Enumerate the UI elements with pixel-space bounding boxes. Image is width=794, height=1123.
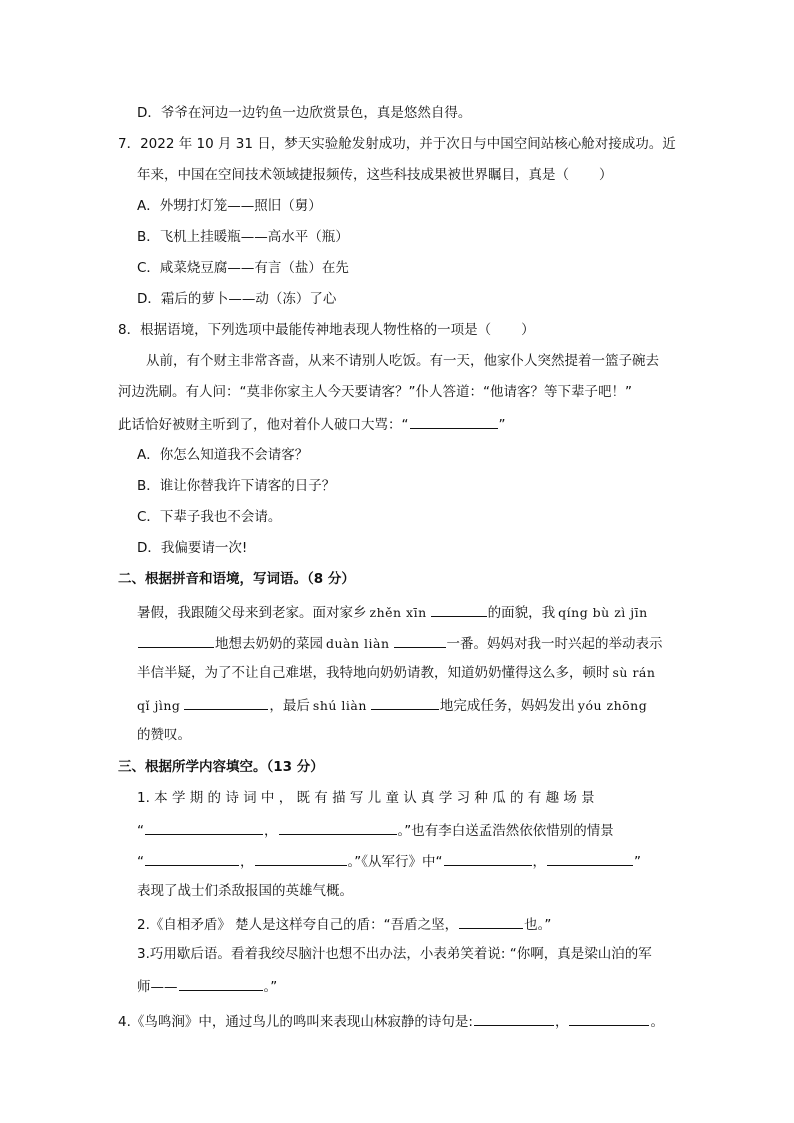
q8-passage-text: 此话恰好被财主听到了，他对着仆人破口大骂：“ — [118, 417, 409, 433]
sec3-text: ， — [532, 854, 546, 870]
q6-option-d: D．爷爷在河边一边钓鱼一边欣赏景色，真是悠然自得。 — [137, 105, 472, 121]
sec3-text: “ — [137, 823, 144, 839]
q8-passage-line1: 从前，有个财主非常吝啬，从来不请别人吃饭。有一天，他家仆人突然提着一篮子碗去 — [146, 353, 659, 369]
sec2-line2 — [137, 633, 663, 653]
sec2-text: 地完成任务，妈妈发出 — [439, 698, 575, 714]
sec3-q3-line1: 3.巧用歇后语。看着我绞尽脑汁也想不出办法，小表弟笑着说: “你啊，真是梁山泊的军 — [137, 946, 652, 962]
q7-paren-close: ） — [599, 167, 613, 183]
pinyin: duàn liàn — [326, 636, 390, 651]
section-3-heading: 三、根据所学内容填空。（13 分） — [118, 759, 324, 775]
answer-blank[interactable] — [410, 414, 498, 429]
q8-option-a: A．你怎么知道我不会请客？ — [137, 447, 309, 463]
sec3-q1-line1: 1. 本 学 期 的 诗 词 中 ， 既 有 描 写 儿 童 认 真 学 习 种 瓜 的 有 趣 场 景 — [137, 790, 595, 806]
sec3-text: 。”《从军行》中“ — [347, 854, 443, 870]
answer-blank[interactable] — [279, 820, 397, 835]
sec2-line5: 的赞叹。 — [137, 727, 191, 743]
sec3-text: 。 — [650, 1014, 664, 1030]
q7-stem-text: 年来，中国在空间技术领域捷报频传，这些科技成果被世界瞩目，真是（ — [137, 167, 569, 183]
answer-blank[interactable] — [569, 1011, 649, 1026]
sec2-line4 — [137, 695, 650, 715]
sec3-text: “ — [137, 854, 144, 870]
answer-blank[interactable] — [371, 695, 439, 710]
q8-stem — [118, 321, 535, 339]
answer-blank[interactable] — [547, 851, 633, 866]
sec3-q1-line3 — [137, 851, 641, 871]
answer-blank[interactable] — [255, 851, 347, 866]
sec3-text: ， — [554, 1014, 569, 1030]
sec3-text: 师—— — [137, 979, 178, 995]
q7-stem-line2 — [137, 166, 613, 184]
answer-blank[interactable] — [394, 633, 446, 648]
sec3-text: 2.《自相矛盾》 楚人是这样夸自己的盾：“吾盾之坚， — [137, 917, 459, 933]
q8-passage-line3 — [118, 414, 506, 434]
pinyin: qíng bù zì jīn — [558, 605, 648, 620]
answer-blank[interactable] — [145, 851, 239, 866]
q8-passage-line2: 河边洗刷。有人问：“莫非你家主人今天要请客？”仆人答道：“他请客？等下辈子吧！” — [118, 384, 632, 400]
answer-blank[interactable] — [431, 602, 487, 617]
pinyin: shú liàn — [312, 698, 367, 713]
sec3-q4 — [118, 1011, 664, 1031]
sec2-text: 地想去奶奶的菜园 — [215, 636, 323, 652]
pinyin: sù rán — [612, 665, 656, 680]
q8-option-b: B．谁让你替我许下请客的日子？ — [137, 478, 336, 494]
sec2-line1 — [137, 602, 651, 622]
sec3-q1-line2 — [137, 820, 614, 840]
sec2-text: 暑假，我跟随父母来到老家。面对家乡 — [137, 605, 367, 621]
sec2-text: ，最后 — [269, 698, 310, 714]
section-2-heading: 二、根据拼音和语境，写词语。（8 分） — [118, 571, 355, 587]
pinyin: zhěn xīn — [369, 605, 427, 620]
sec3-text: ， — [264, 823, 278, 839]
sec3-text: 。” — [263, 979, 278, 995]
sec3-text: ， — [240, 854, 254, 870]
sec3-q3-line2 — [137, 976, 277, 996]
sec2-text: 的面貌，我 — [487, 605, 556, 621]
sec3-text: 。”也有李白送孟浩然依依惜别的情景 — [397, 823, 614, 839]
sec3-text: 4.《鸟鸣涧》中，通过鸟儿的鸣叫来表现山林寂静的诗句是: — [118, 1014, 473, 1030]
sec2-text: 一番。妈妈对我一时兴起的举动表示 — [446, 636, 663, 652]
answer-blank[interactable] — [444, 851, 532, 866]
q8-option-c: C．下辈子我也不会请。 — [137, 509, 282, 525]
q8-paren-close: ） — [521, 322, 535, 338]
q7-option-b: B．飞机上挂暖瓶——高水平（瓶） — [137, 229, 349, 245]
pinyin: yóu zhōng — [577, 698, 648, 713]
q8-quote-close: ” — [498, 417, 506, 433]
q7-option-a: A．外甥打灯笼——照旧（舅） — [137, 198, 322, 214]
answer-blank[interactable] — [145, 820, 263, 835]
q7-option-d: D．霜后的萝卜——动（冻）了心 — [137, 291, 337, 307]
answer-blank[interactable] — [459, 914, 523, 929]
sec3-text: ” — [634, 854, 641, 870]
pinyin: qǐ jìng — [137, 698, 181, 713]
sec3-text: 也。” — [524, 917, 552, 933]
q7-option-c: C．咸菜烧豆腐——有言（盐）在先 — [137, 260, 349, 276]
sec2-line3 — [137, 664, 658, 682]
q7-stem-line1: 7．2022 年 10 月 31 日，梦天实验舱发射成功，并于次日与中国空间站核心舱对接成功。近 — [118, 136, 676, 152]
sec3-q2 — [137, 914, 551, 934]
q8-stem-text: 8．根据语境，下列选项中最能传神地表现人物性格的一项是（ — [118, 322, 492, 338]
answer-blank[interactable] — [474, 1011, 554, 1026]
answer-blank[interactable] — [138, 633, 214, 648]
q8-option-d: D．我偏要请一次! — [137, 540, 248, 556]
answer-blank[interactable] — [179, 976, 263, 991]
sec2-text: 半信半疑，为了不让自己难堪，我特地向奶奶请教，知道奶奶懂得这么多，顿时 — [137, 665, 610, 681]
sec3-q1-line4: 表现了战士们杀敌报国的英雄气概。 — [137, 883, 353, 899]
answer-blank[interactable] — [184, 695, 268, 710]
